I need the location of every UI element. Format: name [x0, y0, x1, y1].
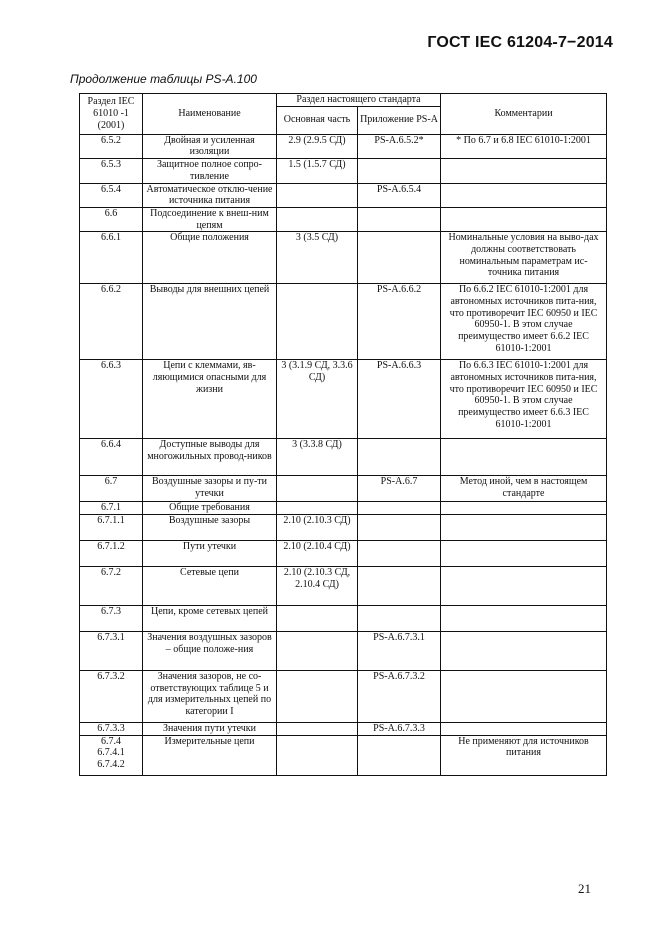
table-row	[80, 284, 607, 360]
cell-comments	[441, 439, 607, 476]
cell-section: 6.7.3	[80, 606, 143, 632]
cell-comments: Метод иной, чем в настоящем стандарте	[441, 476, 607, 502]
cell-name: Автоматическое отклю-чение источника питания	[143, 183, 277, 207]
cell-main-part: 3 (3.5 СД)	[277, 232, 358, 284]
cell-section: 6.7.1.1	[80, 515, 143, 541]
cell-annex: PS-A.6.7.3.1	[358, 632, 441, 671]
cell-annex	[358, 159, 441, 183]
cell-section: 6.7.3.3	[80, 723, 143, 736]
cell-comments	[441, 515, 607, 541]
table-row	[80, 606, 607, 632]
cell-annex	[358, 232, 441, 284]
cell-main-part: 2.10 (2.10.3 СД)	[277, 515, 358, 541]
cell-comments	[441, 159, 607, 183]
cell-main-part: 3 (3.1.9 СД, 3.3.6 СД)	[277, 360, 358, 439]
cell-main-part: 1.5 (1.5.7 СД)	[277, 159, 358, 183]
cell-main-part	[277, 606, 358, 632]
table-row	[80, 541, 607, 567]
table-caption: Продолжение таблицы PS-A.100	[70, 72, 257, 86]
page-number: 21	[578, 881, 591, 896]
cell-main-part	[277, 723, 358, 736]
cell-main-part	[277, 502, 358, 515]
table-row	[80, 134, 607, 158]
cell-main-part	[277, 183, 358, 207]
table-row	[80, 723, 607, 736]
cell-comments: По 6.6.3 IEC 61010-1:2001 для автономных источников пита-ния, что противоречит IEC 60950 и IEC 60950-1. В этом случае преимущество имеет 6.6.3 IEC 61010-1:2001	[441, 360, 607, 439]
cell-section: 6.7.2	[80, 567, 143, 606]
cell-name: Воздушные зазоры	[143, 515, 277, 541]
table-body	[80, 134, 607, 775]
cell-comments	[441, 567, 607, 606]
cell-main-part	[277, 207, 358, 231]
cell-main-part	[277, 671, 358, 723]
cell-main-part: 3 (3.3.8 СД)	[277, 439, 358, 476]
cell-name: Воздушные зазоры и пу-ти утечки	[143, 476, 277, 502]
cell-annex: PS-A.6.6.2	[358, 284, 441, 360]
cell-name: Защитное полное сопро-тивление	[143, 159, 277, 183]
cell-name: Цепи с клеммами, яв-ляющимися опасными для жизни	[143, 360, 277, 439]
cell-section: 6.7.1	[80, 502, 143, 515]
cell-main-part: 2.10 (2.10.4 СД)	[277, 541, 358, 567]
cell-annex	[358, 515, 441, 541]
cell-section: 6.6.3	[80, 360, 143, 439]
cell-comments: Номинальные условия на выво-дах должны соответствовать номинальным параметрам ис-точника питания	[441, 232, 607, 284]
table-row	[80, 183, 607, 207]
cell-section: 6.5.3	[80, 159, 143, 183]
cell-annex	[358, 606, 441, 632]
cell-comments	[441, 723, 607, 736]
cell-section: 6.7.1.2	[80, 541, 143, 567]
cell-name: Измерительные цепи	[143, 735, 277, 775]
cell-annex: PS-A.6.7.3.3	[358, 723, 441, 736]
header-comments: Комментарии	[441, 94, 607, 135]
cell-annex	[358, 502, 441, 515]
table-row	[80, 360, 607, 439]
cell-annex	[358, 207, 441, 231]
cell-comments: Не применяют для источников питания	[441, 735, 607, 775]
cell-name: Доступные выводы для многожильных провод-ников	[143, 439, 277, 476]
cell-main-part	[277, 476, 358, 502]
cell-section: 6.7.3.1	[80, 632, 143, 671]
cell-name: Общие требования	[143, 502, 277, 515]
cell-annex	[358, 567, 441, 606]
cell-annex: PS-A.6.5.4	[358, 183, 441, 207]
cell-name: Сетевые цепи	[143, 567, 277, 606]
cell-section: 6.6.4	[80, 439, 143, 476]
cell-comments	[441, 183, 607, 207]
cell-section: 6.5.4	[80, 183, 143, 207]
cell-section: 6.5.2	[80, 134, 143, 158]
table-row	[80, 502, 607, 515]
cell-annex	[358, 439, 441, 476]
cell-annex	[358, 541, 441, 567]
cell-main-part: 2.10 (2.10.3 СД, 2.10.4 СД)	[277, 567, 358, 606]
cell-main-part: 2.9 (2.9.5 СД)	[277, 134, 358, 158]
header-section: Раздел IEC 61010 -1 (2001)	[80, 94, 143, 135]
table-row	[80, 632, 607, 671]
cell-annex: PS-A.6.7.3.2	[358, 671, 441, 723]
cell-comments	[441, 541, 607, 567]
table-row	[80, 515, 607, 541]
cell-comments	[441, 502, 607, 515]
cell-name: Значения зазоров, не со-ответствующих таблице 5 и для измерительных цепей по категории I	[143, 671, 277, 723]
header-annex: Приложение PS-A	[358, 106, 441, 134]
cell-annex: PS-A.6.6.3	[358, 360, 441, 439]
cell-comments	[441, 671, 607, 723]
cell-section: 6.7.4 6.7.4.1 6.7.4.2	[80, 735, 143, 775]
cell-section: 6.6	[80, 207, 143, 231]
cell-annex: PS-A.6.5.2*	[358, 134, 441, 158]
table-row	[80, 671, 607, 723]
cell-comments	[441, 632, 607, 671]
table-row	[80, 735, 607, 775]
cell-section: 6.6.2	[80, 284, 143, 360]
cell-comments: * По 6.7 и 6.8 IEC 61010-1:2001	[441, 134, 607, 158]
cell-section: 6.7.3.2	[80, 671, 143, 723]
table-row	[80, 476, 607, 502]
cell-name: Двойная и усиленная изоляции	[143, 134, 277, 158]
document-header: ГОСТ IEC 61204-7−2014	[427, 34, 613, 51]
table-row	[80, 232, 607, 284]
cell-name: Значения пути утечки	[143, 723, 277, 736]
cell-name: Цепи, кроме сетевых цепей	[143, 606, 277, 632]
cell-main-part	[277, 284, 358, 360]
cell-main-part	[277, 735, 358, 775]
table-row	[80, 159, 607, 183]
cell-name: Пути утечки	[143, 541, 277, 567]
header-standard-section: Раздел настоящего стандарта	[277, 94, 441, 107]
header-main-part: Основная часть	[277, 106, 358, 134]
cell-comments: По 6.6.2 IEC 61010-1:2001 для автономных источников пита-ния, что противоречит IEC 60950 и IEC 60950-1. В этом случае преимущество имеет 6.6.2 IEC 61010-1:2001	[441, 284, 607, 360]
cell-section: 6.7	[80, 476, 143, 502]
cell-main-part	[277, 632, 358, 671]
table-row	[80, 207, 607, 231]
cell-name: Подсоединение к внеш-ним цепям	[143, 207, 277, 231]
table-row	[80, 439, 607, 476]
header-name: Наименование	[143, 94, 277, 135]
cell-section: 6.6.1	[80, 232, 143, 284]
cell-name: Выводы для внешних цепей	[143, 284, 277, 360]
cell-annex	[358, 735, 441, 775]
cell-comments	[441, 207, 607, 231]
cell-name: Общие положения	[143, 232, 277, 284]
cell-comments	[441, 606, 607, 632]
table-row	[80, 567, 607, 606]
cell-name: Значения воздушных зазоров – общие положе-ния	[143, 632, 277, 671]
table-ps-a-100	[79, 93, 607, 776]
cell-annex: PS-A.6.7	[358, 476, 441, 502]
